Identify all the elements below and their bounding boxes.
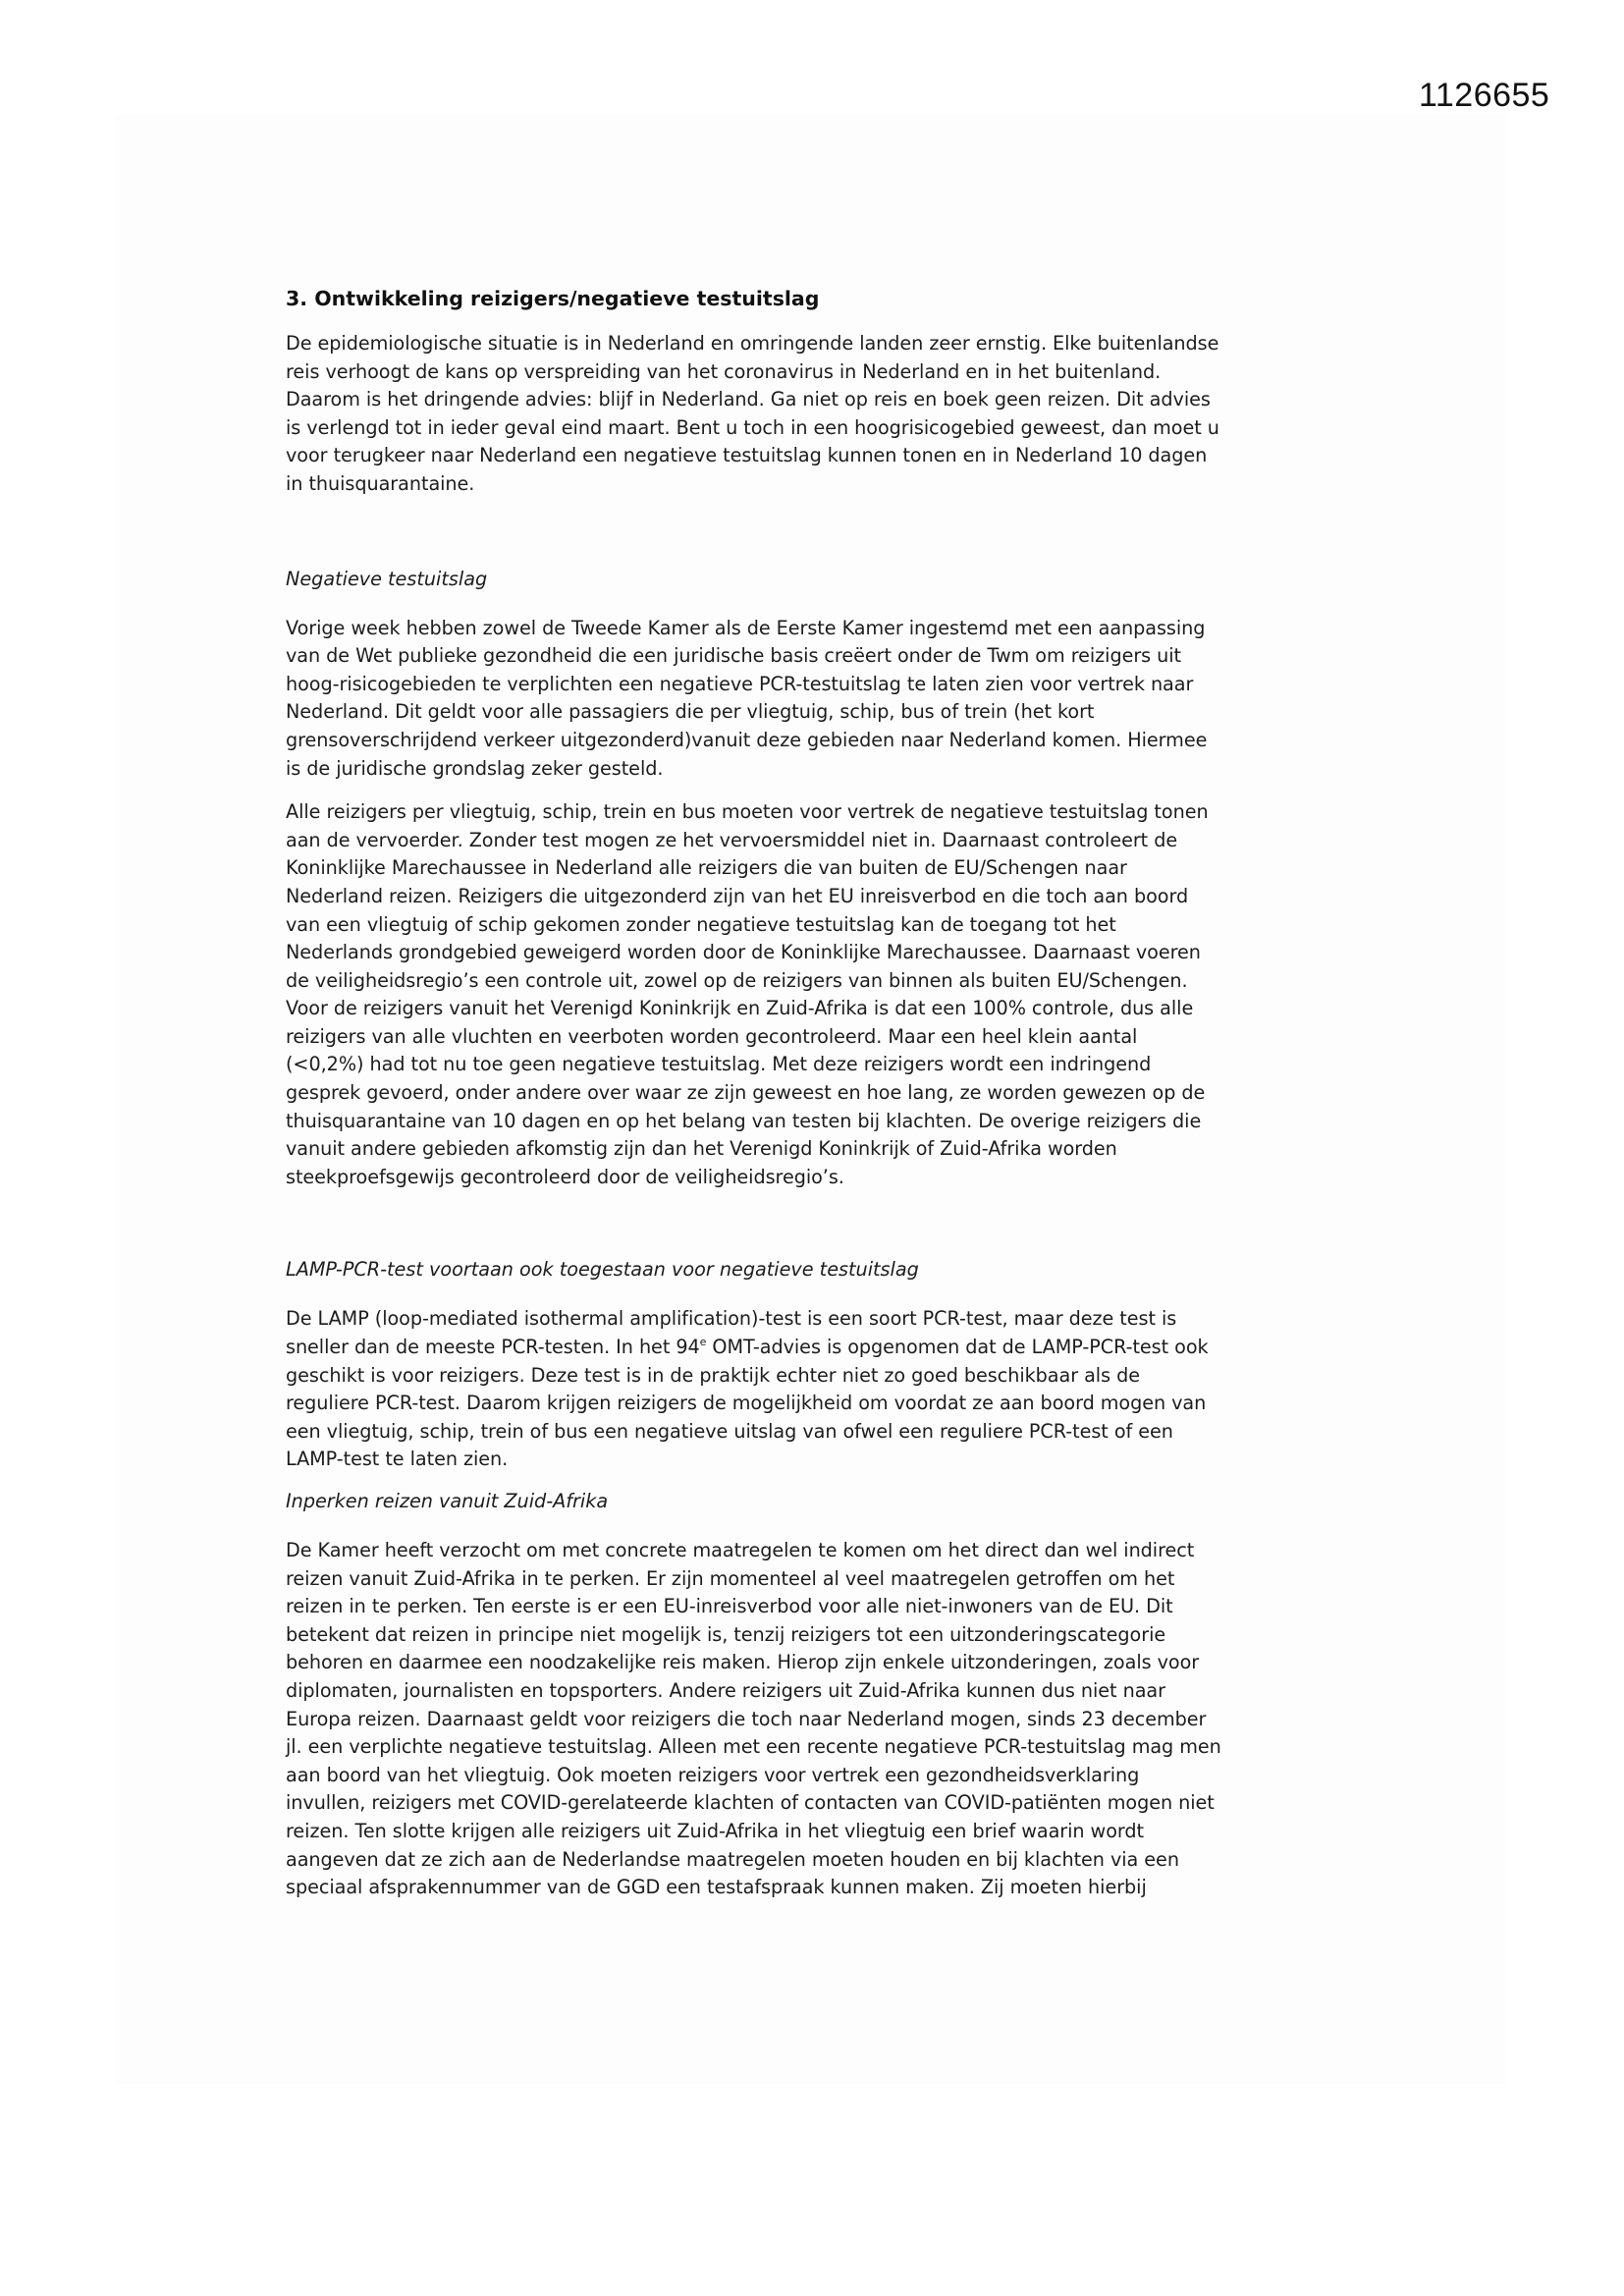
text-line: Voor de reizigers vanuit het Verenigd Koninkrijk en Zuid-Afrika is dat een 100% controle, dus alle (286, 997, 1194, 1020)
section-title: 3. Ontwikkeling reizigers/negatieve testuitslag (286, 287, 820, 310)
text-line: Nederlands grondgebied geweigerd worden door de Koninklijke Marechaussee. Daarnaast voeren (286, 941, 1201, 964)
text-line: Europa reizen. Daarnaast geldt voor reizigers die toch naar Nederland mogen, sinds 23 december (286, 1707, 1207, 1730)
text-line: vanuit andere gebieden afkomstig zijn dan het Verenigd Koninkrijk of Zuid-Afrika worden (286, 1137, 1117, 1161)
text-line: De epidemiologische situatie is in Nederland en omringende landen zeer ernstig. Elke buitenlandse (286, 332, 1219, 355)
text-line: reizen. Ten slotte krijgen alle reizigers uit Zuid-Afrika in het vliegtuig een brief waarin wordt (286, 1819, 1144, 1842)
text-line: De LAMP (loop-mediated isothermal amplification)-test is een soort PCR-test, maar deze test is (286, 1307, 1177, 1331)
text-line: van de Wet publieke gezondheid die een juridische basis creëert onder de Twm om reizigers uit (286, 644, 1182, 668)
text-line: betekent dat reizen in principe niet mogelijk is, tenzij reizigers tot een uitzonderingscategorie (286, 1622, 1166, 1646)
text-line: behoren en daarmee een noodzakelijke reis maken. Hierop zijn enkele uitzonderingen, zoals voor (286, 1651, 1200, 1674)
text-line: is de juridische grondslag zeker gesteld. (286, 756, 664, 780)
text-line: Vorige week hebben zowel de Tweede Kamer als de Eerste Kamer ingestemd met een aanpassing (286, 616, 1206, 639)
subsection-heading-negatieve-testuitslag: Negatieve testuitslag (286, 567, 488, 590)
text-line: Nederland. Dit geldt voor alle passagiers die per vliegtuig, schip, bus of trein (het kort (286, 700, 1095, 724)
text-line (286, 1334, 1356, 1362)
text-line: in thuisquarantaine. (286, 471, 475, 495)
text-line: jl. een verplichte negatieve testuitslag. Alleen met een recente negatieve PCR-testuitslag mag men (286, 1735, 1221, 1759)
paragraph (286, 1305, 1356, 1474)
text-line: Alle reizigers per vliegtuig, schip, trein en bus moeten voor vertrek de negatieve testuitslag tonen (286, 800, 1209, 824)
text-line: van een vliegtuig of schip gekomen zonder negatieve testuitslag kan de toegang tot het (286, 912, 1116, 936)
text-line: reguliere PCR-test. Daarom krijgen reizigers de mogelijkheid om voordat ze aan boord mogen van (286, 1392, 1207, 1415)
text-line: speciaal afsprakennummer van de GGD een testafspraak kunnen maken. Zij moeten hierbij (286, 1876, 1147, 1899)
text-line: LAMP-test te laten zien. (286, 1448, 509, 1471)
text-line: een vliegtuig, schip, trein of bus een negatieve uitslag van ofwel een reguliere PCR-test of een (286, 1419, 1173, 1443)
text-line: is verlengd tot in ieder geval eind maart. Bent u toch in een hoogrisicogebied geweest, dan moet u (286, 415, 1219, 439)
text-line: aan boord van het vliegtuig. Ook moeten reizigers voor vertrek een gezondheidsverklaring (286, 1763, 1140, 1786)
text-line: reizen vanuit Zuid-Afrika in te perken. Er zijn momenteel al veel maatregelen getroffen om het (286, 1566, 1175, 1590)
text-line: diplomaten, journalisten en topsporters. Andere reizigers uit Zuid-Afrika kunnen dus niet naar (286, 1678, 1165, 1702)
ordinal-superscript: e (699, 1336, 707, 1349)
intro-paragraph (286, 330, 1356, 499)
text-line: reis verhoogt de kans op verspreiding van het coronavirus in Nederland en in het buitenland. (286, 359, 1162, 383)
paragraph (286, 615, 1356, 784)
subsection-heading-lamp-pcr-test: LAMP-PCR-test voortaan ook toegestaan voor negatieve testuitslag (286, 1258, 919, 1282)
document-id-number: 1126655 (1419, 77, 1550, 114)
paragraph (286, 798, 1356, 1191)
text-line: thuisquarantaine van 10 dagen en op het belang van testen bij klachten. De overige reizigers die (286, 1109, 1202, 1132)
text-line: steekproefsgewijs gecontroleerd door de veiligheidsregio’s. (286, 1165, 844, 1188)
text-line: Daarom is het dringende advies: blijf in Nederland. Ga niet op reis en boek geen reizen. Dit advies (286, 388, 1211, 411)
text-line: grensoverschrijdend verkeer uitgezonderd)vanuit deze gebieden naar Nederland komen. Hiermee (286, 728, 1208, 751)
text-line: gesprek gevoerd, onder andere over waar ze zijn geweest en hoe lang, ze worden gewezen op de (286, 1081, 1206, 1105)
text-line: De Kamer heeft verzocht om met concrete maatregelen te komen om het direct dan wel indirect (286, 1539, 1195, 1561)
text-line: reizigers van alle vluchten en veerboten worden gecontroleerd. Maar een heel klein aantal (286, 1024, 1138, 1048)
text-line: de veiligheidsregio’s een controle uit, zowel op de reizigers van binnen als buiten EU/Schengen. (286, 968, 1188, 992)
text-line: Nederland reizen. Reizigers die uitgezonderd zijn van het EU inreisverbod en die toch aan boord (286, 884, 1189, 907)
text-line: invullen, reizigers met COVID-gerelateerde klachten of contacten van COVID-patiënten mogen niet (286, 1791, 1215, 1815)
text-line: reizen in te perken. Ten eerste is er een EU-inreisverbod voor alle niet-inwoners van de EU. Dit (286, 1595, 1173, 1618)
text-line: (<0,2%) had tot nu toe geen negatieve testuitslag. Met deze reizigers wordt een indringend (286, 1053, 1152, 1076)
text-line: aangeven dat ze zich aan de Nederlandse maatregelen moeten houden en bij klachten via een (286, 1847, 1179, 1871)
text-fragment: OMT-advies is opgenomen dat de LAMP-PCR-test ook (706, 1336, 1209, 1359)
text-line: hoog-risicogebieden te verplichten een negatieve PCR-testuitslag te laten zien voor vertrek naar (286, 672, 1194, 695)
text-line: voor terugkeer naar Nederland een negatieve testuitslag kunnen tonen en in Nederland 10 dagen (286, 444, 1208, 467)
paragraph (286, 1537, 1356, 1902)
subsection-heading-inperken-reizen: Inperken reizen vanuit Zuid-Afrika (286, 1490, 609, 1512)
document-body (286, 285, 1356, 1902)
text-line: aan de vervoerder. Zonder test mogen ze het vervoersmiddel niet in. Daarnaast controleert de (286, 828, 1178, 851)
text-line: geschikt is voor reizigers. Deze test is in de praktijk echter niet zo goed beschikbaar als de (286, 1363, 1140, 1387)
text-line: Koninklijke Marechaussee in Nederland alle reizigers die van buiten de EU/Schengen naar (286, 856, 1127, 880)
text-fragment: sneller dan de meeste PCR-testen. In het 94 (286, 1336, 700, 1359)
